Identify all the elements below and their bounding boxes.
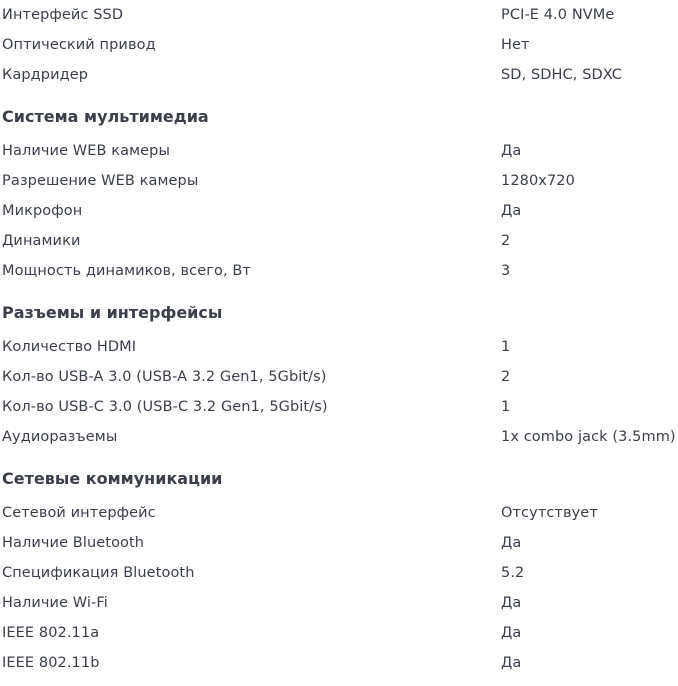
spec-row: [0, 588, 678, 618]
spec-label: Спецификация Bluetooth: [2, 565, 195, 581]
spec-row: [0, 422, 678, 452]
spec-label: Динамики: [2, 233, 81, 249]
spec-section-multimedia: [0, 101, 678, 286]
spec-section-ports: [0, 297, 678, 452]
spec-label: Наличие WEB камеры: [2, 143, 171, 159]
spec-row: [0, 528, 678, 558]
spec-row: [0, 332, 678, 362]
section-title: Сетевые коммуникации: [2, 468, 223, 488]
spec-label: Мощность динамиков, всего, Вт: [2, 263, 251, 279]
spec-label: Микрофон: [2, 203, 83, 219]
spec-label: Количество HDMI: [2, 339, 137, 355]
spec-section-network: [0, 463, 678, 678]
spec-row: [0, 618, 678, 648]
spec-label: Кол-во USB-C 3.0 (USB-C 3.2 Gen1, 5Gbit/s): [2, 399, 328, 415]
spec-value: 1: [501, 339, 511, 355]
spec-value: 1280x720: [501, 173, 575, 189]
spec-label: Разрешение WEB камеры: [2, 173, 199, 189]
spec-row: [0, 30, 678, 60]
spec-row: [0, 166, 678, 196]
spec-label: Сетевой интерфейс: [2, 505, 156, 521]
spec-row: [0, 362, 678, 392]
spec-label: Аудиоразъемы: [2, 429, 118, 445]
spec-value: 3: [501, 263, 511, 279]
spec-value: 1x combo jack (3.5mm): [501, 429, 676, 445]
spec-label: Наличие Wi-Fi: [2, 595, 108, 611]
spec-label: Оптический привод: [2, 37, 156, 53]
spec-row: [0, 256, 678, 286]
spec-section-storage: [0, 0, 678, 90]
spec-row: [0, 136, 678, 166]
spec-value: PCI-E 4.0 NVMe: [501, 7, 615, 23]
spec-row: [0, 0, 678, 30]
spec-row: [0, 196, 678, 226]
spec-label: IEEE 802.11b: [2, 655, 100, 671]
spec-value: 2: [501, 369, 511, 385]
spec-label: IEEE 802.11a: [2, 625, 100, 641]
spec-row: [0, 392, 678, 422]
spec-label: Кол-во USB-A 3.0 (USB-A 3.2 Gen1, 5Gbit/s): [2, 369, 327, 385]
spec-value: Да: [501, 655, 522, 671]
section-title: Система мультимедиа: [2, 106, 209, 126]
spec-value: Да: [501, 203, 522, 219]
spec-value: 2: [501, 233, 511, 249]
spec-label: Интерфейс SSD: [2, 7, 124, 23]
spec-label: Наличие Bluetooth: [2, 535, 145, 551]
spec-value: Да: [501, 595, 522, 611]
spec-value: 1: [501, 399, 511, 415]
spec-row: [0, 498, 678, 528]
spec-value: Отсутствует: [501, 505, 598, 521]
spec-value: Да: [501, 143, 522, 159]
spec-value: Да: [501, 535, 522, 551]
spec-value: Нет: [501, 37, 530, 53]
section-title: Разъемы и интерфейсы: [2, 302, 223, 322]
spec-row: [0, 60, 678, 90]
spec-value: 5.2: [501, 565, 525, 581]
spec-label: Кардридер: [2, 67, 89, 83]
spec-row: [0, 226, 678, 256]
spec-row: [0, 648, 678, 678]
spec-value: SD, SDHC, SDXC: [501, 67, 622, 83]
spec-value: Да: [501, 625, 522, 641]
spec-row: [0, 558, 678, 588]
